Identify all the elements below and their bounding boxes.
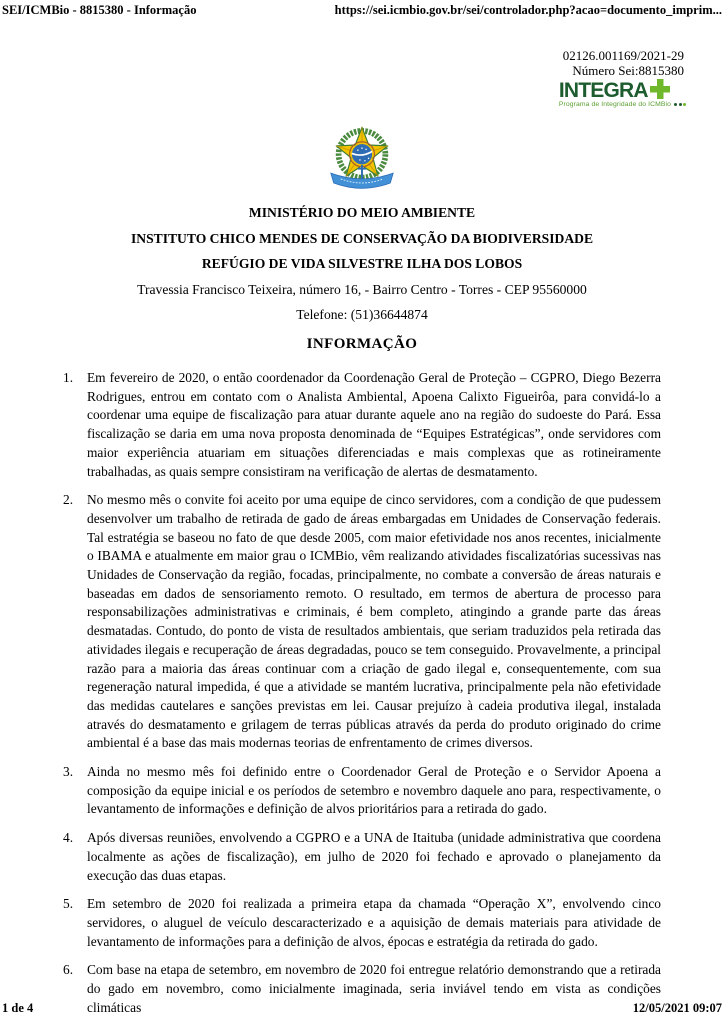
item-text: Após diversas reuniões, envolvendo a CGPRO e a UNA de Itaituba (unidade administrativa que coordena localmente as ações de fiscalização), em julho de 2020 foi fechado e aprovado o planejamento da execução das duas etapas. (87, 830, 661, 883)
print-header (2, 3, 722, 17)
integra-logo-subtitle: Programa de Integridade do ICMBio (558, 101, 671, 108)
sei-number: Número Sei:8815380 (572, 63, 684, 78)
integra-logo-text: INTEGRA (558, 79, 648, 102)
list-item (63, 491, 661, 753)
item-number: 3. (63, 764, 74, 780)
item-text: Em setembro de 2020 foi realizada a primeira etapa da chamada “Operação X”, envolvendo cinco servidores, o aluguel de veículo descaracterizado e a aquisição de demais materiais para atividade de levantamento de informações para a definição de alvos, épocas e estratégia da retirada do gado. (87, 896, 661, 949)
list-item (63, 829, 661, 885)
list-item (63, 763, 661, 819)
brazil-coat-of-arms (321, 122, 403, 198)
item-text: Com base na etapa de setembro, em novembro de 2020 foi entregue relatório demonstrando que a retirada do gado em novembro, como inicialmente imaginada, seria inviável tendo em vista as condições climáticas (87, 962, 661, 1015)
print-header-title: SEI/ICMBio - 8815380 - Informação (2, 3, 197, 17)
print-footer (2, 1001, 722, 1015)
institute-name: INSTITUTO CHICO MENDES DE CONSERVAÇÃO DA BIODIVERSIDADE (130, 230, 594, 246)
unit-name: REFÚGIO DE VIDA SILVESTRE ILHA DOS LOBOS (201, 256, 523, 271)
ministry-name: MINISTÉRIO DO MEIO AMBIENTE (248, 205, 476, 220)
item-text: No mesmo mês o convite foi aceito por uma equipe de cinco servidores, com a condição de que pudessem desenvolver um trabalho de retirada de gado de áreas embargadas em Unidades de Conservação federais. Tal estratégia se baseou no fato de que desde 2005, com maior efetividade nos anos recentes, inicialmente o IBAMA e atualmente em maior grau o ICMBio, vêm realizando atividades fiscalizatórias sucessivas nas Unidades de Conservação da região, focadas, principalmente, no combate a conversão de áreas naturais e baseadas em dados de sensoriamento remoto. O resultado, em termos de abertura de processo para responsabilizações administrativas e criminais, é bem completo, atingindo a grande parte das áreas desmatadas. Contudo, do ponto de vista de resultados ambientais, que seriam traduzidos pela retirada das atividades ilegais e recuperação de áreas degradadas, pouco se tem conseguido. Provavelmente, a principal razão para a maioria das áreas continuar com a criação de gado ilegal e, consequentemente, com sua regeneração natural impedida, é que a atividade se mantém lucrativa, principalmente pela não efetividade das medidas cautelares e sanções previstas em lei. Causar prejuízo à cadeia produtiva ilegal, instalada através do desmatamento e grilagem de terras públicas através da perda do produto originado do crime ambiental é a base das mais modernas teorias de enfrentamento de crimes diversos. (87, 492, 661, 751)
item-number: 2. (63, 492, 74, 508)
document-body (63, 369, 661, 1018)
item-number: 5. (63, 896, 74, 912)
plus-icon (650, 79, 670, 99)
print-datetime: 12/05/2021 09:07 (632, 1001, 722, 1015)
unit-phone: Telefone: (51)36644874 (296, 307, 428, 322)
item-number: 1. (63, 370, 74, 385)
list-item (63, 369, 661, 481)
dots-decoration (674, 103, 686, 106)
item-text: Em fevereiro de 2020, o então coordenador da Coordenação Geral de Proteção – CGPRO, Diego Bezerra Rodrigues, entrou em contato com o Analista Ambiental, Apoena Calixto Figueirôa, para convidá-lo a coordenar uma equipe de fiscalização para atuar durante aquele ano na região do sudoeste do Pará. Essa fiscalização se daria em uma nova proposta denominada de “Equipes Estratégicas”, onde servidores com maior experiência atuariam em situações diferenciadas e mais complexas que as rotineiramente trabalhadas, as quais sempre consistiram na verificação de alertas de desmatamento. (87, 370, 661, 479)
integra-logo (559, 81, 686, 108)
letterhead (0, 206, 724, 322)
item-text: Ainda no mesmo mês foi definido entre o Coordenador Geral de Proteção e o Servidor Apoena a composição da equipe inicial e os períodos de setembro e novembro daquele ano para, respectivamente, o levantamento de informações e definição de alvos prioritários para a retirada do gado. (87, 764, 661, 817)
item-number: 6. (63, 962, 74, 978)
document-title: INFORMAÇÃO (306, 336, 418, 352)
unit-address: Travessia Francisco Teixeira, número 16, - Bairro Centro - Torres - CEP 95560000 (137, 281, 587, 297)
page-indicator: 1 de 4 (2, 1001, 34, 1015)
print-header-url: https://sei.icmbio.gov.br/sei/controlador.php?acao=documento_imprim... (334, 3, 722, 17)
process-number: 02126.001169/2021-29 (562, 48, 684, 63)
list-item (63, 895, 661, 951)
item-number: 4. (63, 830, 74, 846)
